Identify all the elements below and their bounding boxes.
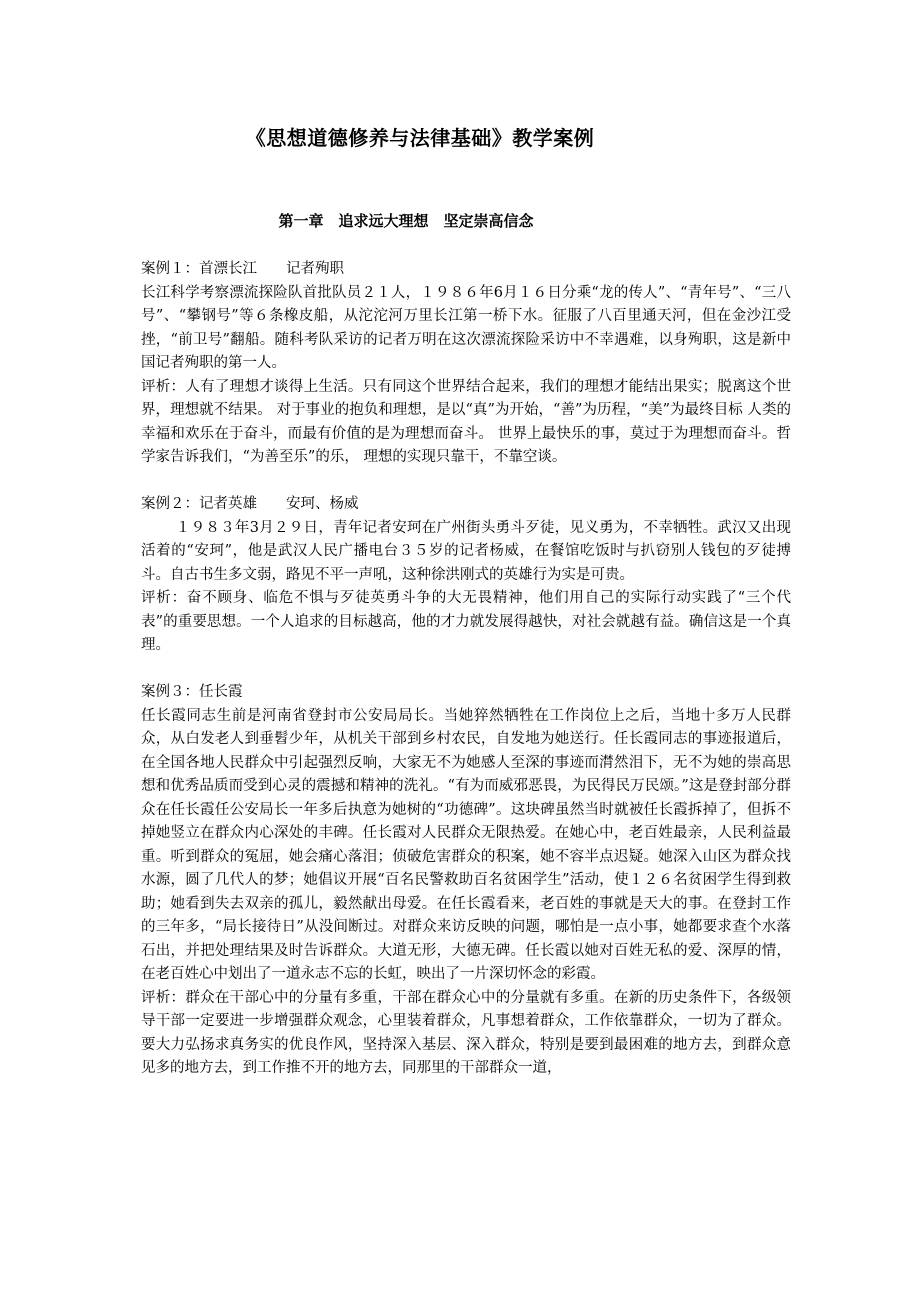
- case-2-body: １９８３年3月２９日，青年记者安珂在广州街头勇斗歹徒，见义勇为，不幸牺牲。武汉又出现活着的“安珂”，他是武汉人民广播电台３５岁的记者杨威，在餐馆吃饭时与扒窃别人钱包的歹徒搏斗。自古书生多文弱，路见不平一声吼，这种徐洪刚式的英雄行为实是可贵。: [141, 519, 791, 583]
- case-1: [141, 258, 791, 470]
- case-2-heading: 案例２：记者英雄 安珂、杨威: [141, 496, 359, 512]
- document-body: [141, 258, 791, 1081]
- case-3-body: 任长霞同志生前是河南省登封市公安局局长。当她猝然牺牲在工作岗位上之后，当地十多万人民群众，从白发老人到垂髫少年，从机关干部到乡村农民，自发地为她送行。任长霞同志的事迹报道后，在全国各地人民群众中引起强烈反响，大家无不为她感人至深的事迹而潸然泪下，无不为她的崇高思想和优秀品质而受到心灵的震撼和精神的洗礼。“有为而威邪恶畏，为民得民万民颂。”这是登封部分群众在任长霞任公安局长一年多后执意为她树的“功德碑”。这块碑虽然当时就被任长霞拆掉了，但拆不掉她竖立在群众内心深处的丰碑。任长霞对人民群众无限热爱。在她心中，老百姓最亲，人民利益最重。听到群众的冤屈，她会痛心落泪；侦破危害群众的积案，她不容半点迟疑。她深入山区为群众找水源，圆了几代人的梦；她倡议开展“百名民警救助百名贫困学生”活动，使１２６名贫困学生得到救助；她看到失去双亲的孤儿，毅然献出母爱。在任长霞看来，老百姓的事就是天大的事。在登封工作的三年多，“局长接待日”从没间断过。对群众来访反映的问题，哪怕是一点小事，她都要求查个水落石出，并把处理结果及时告诉群众。大道无形，大德无碑。任长霞以她对百姓无私的爱、深厚的情，在老百姓心中划出了一道永志不忘的长虹，映出了一片深切怀念的彩霞。: [141, 707, 791, 982]
- case-2-comment: 评析：奋不顾身、临危不惧与歹徒英勇斗争的大无畏精神，他们用自己的实际行动实践了“三个代表”的重要思想。一个人追求的目标越高，他的才力就发展得越快，对社会就越有益。确信这是一个真理。: [141, 590, 791, 653]
- case-1-body: 长江科学考察漂流探险队首批队员２１人，１９８６年6月１６日分乘“龙的传人”、“青年号”、“三八号”、“攀钢号”等６条橡皮船，从沱沱河万里长江第一桥下水。征服了八百里通天河，但在金沙江受挫，“前卫号”翻船。随科考队采访的记者万明在这次漂流探险采访中不幸遇难，以身殉职，这是新中国记者殉职的第一人。: [141, 284, 791, 371]
- paragraph-spacer: [141, 658, 791, 682]
- case-3-heading: 案例３：任长霞: [141, 684, 243, 700]
- case-2: [141, 493, 791, 658]
- case-1-comment: 评析：人有了理想才谈得上生活。只有同这个世界结合起来，我们的理想才能结出果实；脱离这个世界，理想就不结果。 对于事业的抱负和理想，是以“真”为开始，“善”为历程，“美”为最终目标 人类的幸福和欢乐在于奋斗，而最有价值的是为理想而奋斗。 世界上最快乐的事，莫过于为理想而奋斗。哲学家告诉我们，“为善至乐”的乐， 理想的实现只靠干，不靠空谈。: [141, 378, 791, 465]
- case-1-heading: 案例１：首漂长江 记者殉职: [141, 261, 344, 277]
- case-3-comment: 评析：群众在干部心中的分量有多重，干部在群众心中的分量就有多重。在新的历史条件下，各级领导干部一定要进一步增强群众观念，心里装着群众，凡事想着群众，工作依靠群众，一切为了群众。要大力弘扬求真务实的优良作风，坚持深入基层、深入群众，特别是要到最困难的地方去，到群众意见多的地方去，到工作推不开的地方去，同那里的干部群众一道，: [141, 989, 791, 1076]
- document-title: 《思想道德修养与法律基础》教学案例: [245, 126, 595, 150]
- chapter-title: 第一章 追求远大理想 坚定崇高信念: [278, 212, 534, 230]
- paragraph-spacer: [141, 470, 791, 494]
- case-3: [141, 681, 791, 1081]
